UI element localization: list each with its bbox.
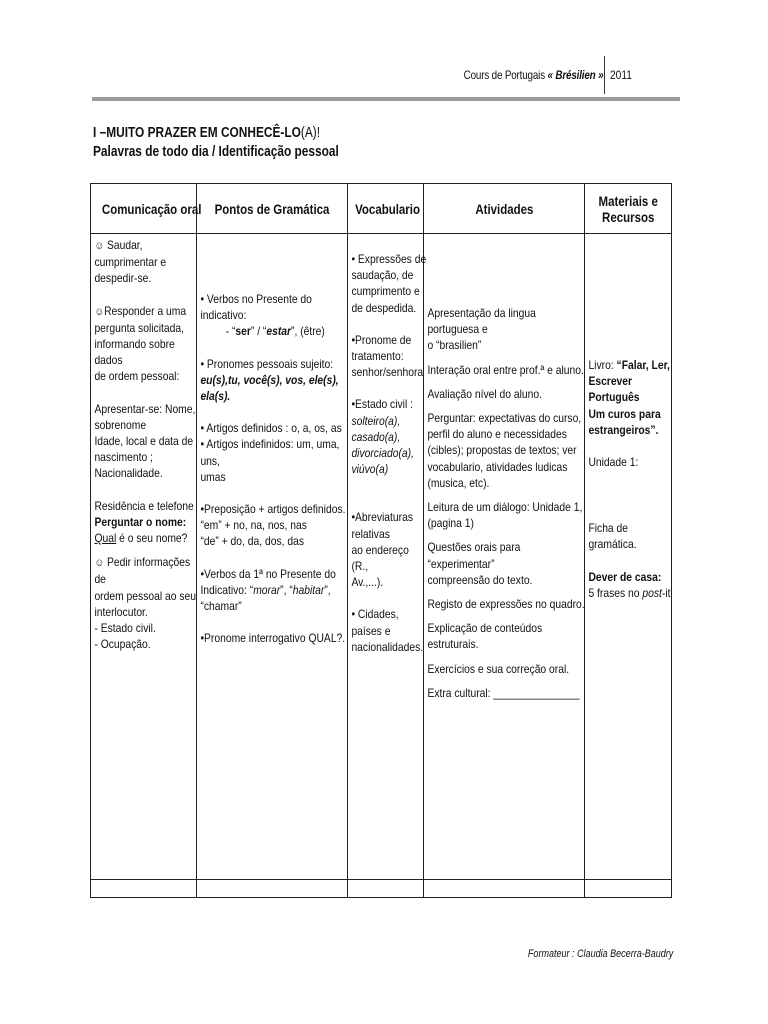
course-brand: « Brésilien » bbox=[547, 68, 603, 82]
cell-gramatica: • Verbos no Presente do indicativo: - “ser” / “estar”, (être) • Pronomes pessoais sujeito: eu(s),tu, você(s), vos, ele(s), ela(s). • Artigos definidos : o, a, os, as • Artigos indefinidos: um, uma, uns, umas •Preposição + artigos definidos. “em” + no, na, nos, nas “de” + do, da, dos, das •Verbos da 1ª no Presente do Indicativo: “morar”, “habitar”, “chamar” •Pronome interrogativo QUAL?. bbox=[197, 234, 348, 880]
lesson-title-suffix: (A)! bbox=[300, 125, 321, 141]
cell-atividades: Apresentação da lingua portuguesa e o “brasilien” Interação oral entre prof.ª e aluno. Avaliação nível do aluno. Perguntar: expectativas do curso, perfil do aluno e necessidades (cibles); propostas de textos; ver vocabulario, atividades ludicas (musica, etc). Leitura de um diálogo: Unidade 1, (pagina 1) Questões orais para “experimentar” compreensão do texto. Registo de expressões no quadro. Explicação de conteúdos estruturais. Exercícios e sua correção oral. Extra cultural: _______________ bbox=[424, 234, 585, 880]
empty-cell bbox=[91, 880, 197, 898]
cell-materiais: Livro: “Falar, Ler, Escrever Português Um curos para estrangeiros”. Unidade 1: Ficha de gramática. Dever de casa: 5 frases no post-it bbox=[585, 234, 672, 880]
course-prefix: Cours de Portugais bbox=[463, 68, 545, 82]
lesson-title bbox=[93, 124, 339, 162]
lesson-title-main: I –MUITO PRAZER EM CONHECÊ-LO bbox=[93, 125, 301, 141]
lesson-subtitle: Palavras de todo dia / Identificação pessoal bbox=[93, 144, 339, 160]
header-divider bbox=[604, 56, 605, 94]
course-title bbox=[463, 68, 603, 82]
empty-cell bbox=[424, 880, 585, 898]
cell-vocabulario: • Expressões de saudação, de cumprimento e de despedida. •Pronome de tratamento: senhor/senhora •Estado civil : solteiro(a), casado(a), divorciado(a), viúvo(a) •Abreviaturas relativas ao endereço (R., Av.,...). • Cidades, países e nacionalidades. bbox=[348, 234, 424, 880]
smiley-icon: ☺ bbox=[94, 240, 105, 252]
smiley-icon: ☺ bbox=[94, 557, 105, 570]
empty-cell bbox=[348, 880, 424, 898]
course-year: 2011 bbox=[610, 68, 632, 82]
smiley-icon: ☺ bbox=[94, 305, 105, 318]
empty-cell bbox=[585, 880, 672, 898]
table-header-row bbox=[91, 184, 672, 234]
header-comunicacao: Comunicação oral bbox=[91, 184, 197, 234]
header-atividades: Atividades bbox=[424, 184, 585, 234]
page-header bbox=[0, 60, 768, 100]
cell-comunicacao: ☺ Saudar, cumprimentar e despedir-se. ☺Responder a uma pergunta solicitada, informando sobre dados de ordem pessoal: Apresentar-se: Nome, sobrenome Idade, local e data de nascimento ; Nacionalidade. Residência e telefone Perguntar o nome: Qual é o seu nome? ☺ Pedir informações de ordem pessoal ao seu interlocutor. - Estado civil. - Ocupação. bbox=[91, 234, 197, 880]
header-rule bbox=[92, 97, 680, 101]
header-materiais: Materiais e Recursos bbox=[585, 184, 672, 234]
header-vocabulario: Vocabulario bbox=[348, 184, 424, 234]
table-content-row bbox=[91, 234, 672, 880]
table-empty-row bbox=[91, 880, 672, 898]
header-gramatica: Pontos de Gramática bbox=[197, 184, 348, 234]
empty-cell bbox=[197, 880, 348, 898]
page-footer: Formateur : Claudia Becerra-Baudry bbox=[527, 948, 673, 960]
lesson-plan-table bbox=[90, 183, 672, 898]
